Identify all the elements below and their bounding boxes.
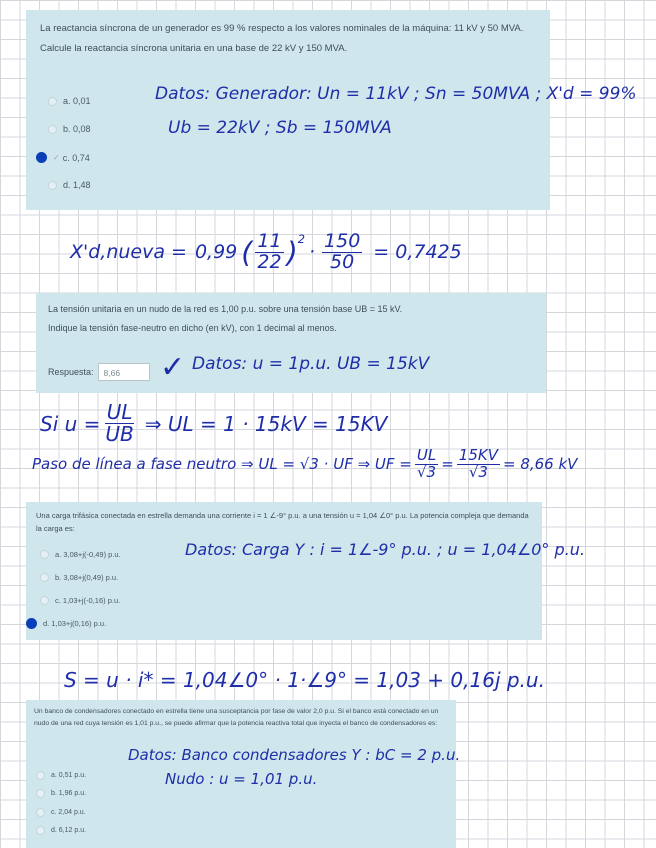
paren-open: ( (241, 235, 253, 269)
fraction-den: UB (105, 422, 134, 446)
option-label: a. 0,51 p.u. (51, 772, 87, 779)
option-label: b. 3,08+j(0,49) p.u. (55, 573, 119, 582)
radio-icon[interactable] (40, 596, 49, 605)
q1-stem: La reactancia síncrona de un generador es 99 % respecto a los valores nominales de la máquina: 11 kV y 50 MVA. (40, 23, 524, 34)
radio-selected-icon[interactable] (36, 152, 47, 163)
fraction-den: 22 (257, 250, 282, 273)
option-label: a. 0,01 (63, 96, 91, 106)
q3-notes: Datos: Carga Y : i = 1∠-9° p.u. ; u = 1,04∠0° p.u. (185, 540, 585, 559)
option-label: b. 1,96 p.u. (51, 790, 87, 797)
fraction-den: √3 (468, 462, 488, 481)
q3-stem: Una carga trifásica conectada en estrella demanda una corriente i = 1 ∠-9° p.u. a una tensión u = 1,04 ∠0° p.u. La potencia compleja que demanda la carga es: (36, 511, 529, 533)
option-label: c. 2,04 p.u. (51, 809, 86, 816)
option-label: a. 3,08+j(-0,49) p.u. (55, 550, 121, 559)
q1-option-a[interactable] (48, 96, 91, 106)
q3-option-c[interactable] (40, 596, 120, 605)
radio-icon[interactable] (48, 97, 57, 106)
fraction-den: √3 (416, 462, 437, 481)
q4-option-b[interactable] (36, 789, 86, 798)
radio-icon[interactable] (48, 181, 57, 190)
option-label: d. 1,03+j(0,16) p.u. (43, 619, 107, 628)
calc2-post: ⇒ UL = 1 · 15kV = 15KV (144, 411, 388, 436)
q1-option-d[interactable] (48, 180, 91, 190)
calc1-frac2 (322, 232, 362, 273)
q4-option-a[interactable] (36, 771, 86, 780)
check-mark-icon: ✓ (53, 153, 60, 162)
q1-notes-line2: Ub = 22kV ; Sb = 150MVA (168, 118, 392, 138)
calc1-result: = 0,7425 (373, 241, 462, 264)
q1-notes-line1: Datos: Generador: Un = 11kV ; Sn = 50MVA ; X'd = 99% (155, 84, 637, 104)
check-mark-icon: ✓ (160, 350, 186, 385)
answer-label: Respuesta: (48, 367, 94, 377)
calc3-line: S = u · i* = 1,04∠0° · 1·∠9° = 1,03 + 0,16j p.u. (64, 668, 545, 692)
q3-option-a[interactable] (40, 550, 121, 559)
radio-icon[interactable] (40, 573, 49, 582)
calc1-ratio (255, 232, 283, 273)
option-label: d. 1,48 (63, 180, 91, 190)
calc2-pre: Si u = (40, 411, 101, 436)
calc2-line2-pre: Paso de línea a fase neutro ⇒ UL = √3 · UF ⇒ UF = (32, 455, 412, 474)
calc1-coef: 0,99 (194, 241, 238, 264)
calc2-line2 (32, 448, 577, 481)
question-card-2 (36, 293, 546, 393)
calc2-result: = 8,66 kV (502, 455, 578, 474)
calc2-frac-b (457, 448, 500, 481)
option-label: c. 0,74 (62, 152, 90, 163)
paren-close: ) (286, 235, 298, 269)
fraction-num: UL (416, 446, 437, 464)
radio-icon[interactable] (40, 550, 49, 559)
q4-notes-line1: Datos: Banco condensadores Y : bC = 2 p.u. (128, 746, 461, 764)
calc1-lhs: X'd,nueva = (70, 241, 187, 264)
fraction-num: 15KV (458, 446, 498, 464)
answer-input[interactable]: 8,66 (98, 363, 150, 381)
fraction-num: 11 (257, 230, 282, 252)
q4-option-c[interactable] (36, 808, 86, 817)
equals-sign: = (441, 455, 454, 474)
q1-prompt: Calcule la reactancia síncrona unitaria en una base de 22 kV y 150 MVA. (40, 42, 348, 54)
q2-answer-row (48, 363, 150, 381)
option-label: b. 0,08 (63, 124, 91, 134)
calc2-line1 (40, 402, 387, 445)
q3-option-d[interactable] (28, 618, 106, 629)
radio-icon[interactable] (36, 771, 45, 780)
calc2-frac-a (415, 448, 438, 481)
option-label: c. 1,03+j(-0,16) p.u. (55, 596, 121, 605)
q2-notes: Datos: u = 1p.u. UB = 15kV (192, 354, 430, 374)
fraction-den: 50 (330, 250, 355, 273)
q3-option-b[interactable] (40, 573, 118, 582)
radio-icon[interactable] (36, 808, 45, 817)
fraction-num: 150 (324, 230, 361, 252)
question-card-1 (26, 10, 550, 210)
option-label: d. 6,12 p.u. (51, 827, 87, 834)
q1-option-b[interactable] (48, 124, 91, 134)
radio-icon[interactable] (48, 125, 57, 134)
q2-stem: La tensión unitaria en un nudo de la red es 1,00 p.u. sobre una tensión base UB = 15 kV. (48, 304, 403, 314)
calc1-dot: · (308, 241, 316, 264)
q1-option-c[interactable] (38, 152, 90, 163)
calc1-exponent: 2 (297, 232, 305, 246)
fraction-num: UL (106, 400, 133, 424)
q2-prompt: Indique la tensión fase-neutro en dicho (en kV), con 1 decimal al menos. (48, 323, 337, 334)
radio-icon[interactable] (36, 789, 45, 798)
calc1-line (70, 232, 462, 273)
q4-stem: Un banco de condensadores conectado en estrella tiene una susceptancia por fase de valor 2,0 p.u. Si el banco está conectado en un nudo de una red cuya tensión es 1,01 p.u., se puede afirmar que la potencia reactiva total que inyecta el banco de condensadores es: (34, 708, 439, 727)
radio-icon[interactable] (36, 826, 45, 835)
q4-notes-line2: Nudo : u = 1,01 p.u. (165, 770, 318, 788)
calc2-frac (103, 402, 135, 445)
q4-option-d[interactable] (36, 826, 86, 835)
radio-selected-icon[interactable] (26, 618, 37, 629)
